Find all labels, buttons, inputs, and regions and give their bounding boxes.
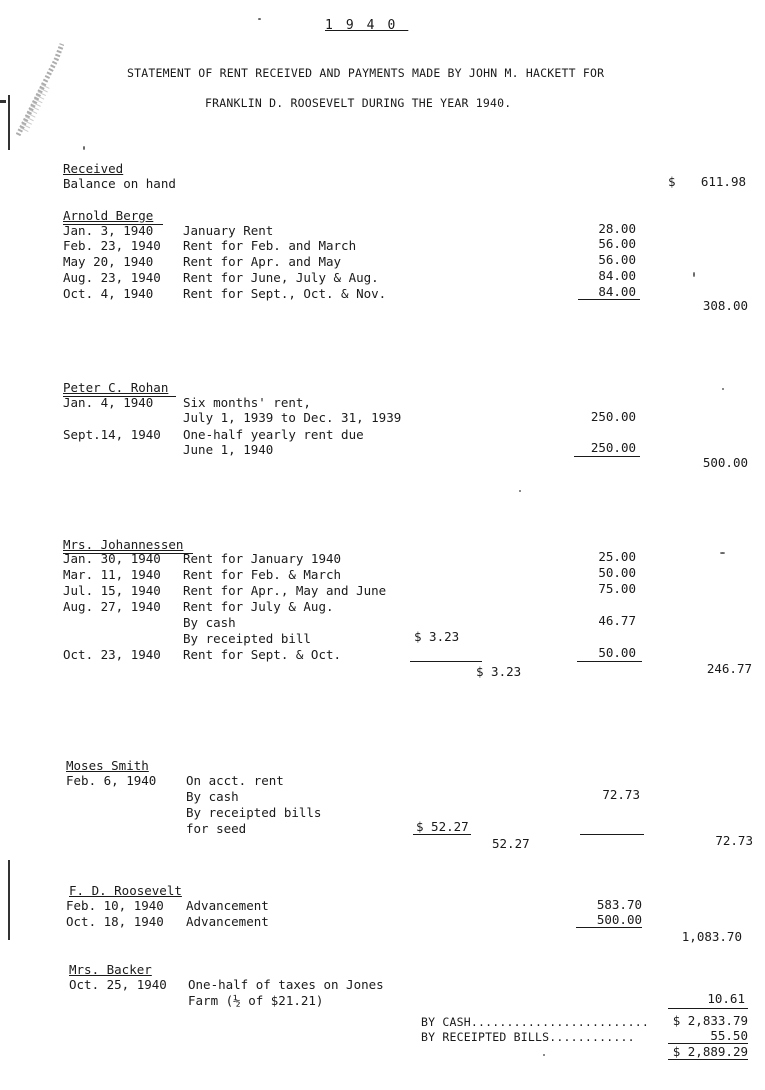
scan-speck	[83, 146, 85, 150]
tenant-total-berge: 308.00	[702, 298, 748, 313]
entry-date: Jan. 4, 1940	[63, 395, 154, 410]
receipted-bill-amount: $ 52.27	[416, 819, 469, 834]
scan-smudge-mark	[16, 40, 64, 140]
entry-date: Feb. 6, 1940	[66, 773, 157, 788]
entry-description: Rent for Sept. & Oct.	[183, 647, 342, 662]
entry-description: By cash	[186, 789, 239, 804]
entry-date: Jul. 15, 1940	[63, 583, 161, 598]
entry-amount: 250.00	[590, 440, 636, 455]
entry-description: Rent for January 1940	[183, 551, 342, 566]
summary-double-rule	[668, 1059, 748, 1060]
scan-speck	[720, 552, 725, 554]
bill-subtotal-rule	[410, 661, 482, 662]
summary-bills-label: BY RECEIPTED BILLS............	[421, 1030, 635, 1044]
entry-amount: 56.00	[598, 252, 636, 267]
entry-description: Rent for Apr. and May	[183, 254, 342, 269]
tenant-total-rohan: 500.00	[702, 455, 748, 470]
tenant-total-smith: 72.73	[715, 833, 753, 848]
document-title-line-1: STATEMENT OF RENT RECEIVED AND PAYMENTS MADE BY JOHN M. HACKETT FOR	[127, 66, 605, 80]
entry-description: January Rent	[183, 223, 274, 238]
entry-description: On acct. rent	[186, 773, 284, 788]
payee-name-roosevelt: F. D. Roosevelt	[69, 883, 182, 898]
entry-amount: 28.00	[598, 221, 636, 236]
entry-description: Rent for Sept., Oct. & Nov.	[183, 286, 387, 301]
entry-date: Jan. 30, 1940	[63, 551, 161, 566]
entry-description: Farm (½ of $21.21)	[188, 993, 324, 1008]
scan-speck	[519, 490, 521, 492]
entry-description: Six months' rent,	[183, 395, 311, 410]
tenant-name-johannessen: Mrs. Johannessen	[63, 537, 184, 552]
summary-rule	[668, 1008, 748, 1009]
entry-amount: 250.00	[590, 409, 636, 424]
left-margin-mark	[8, 860, 10, 940]
received-heading: Received	[63, 161, 124, 176]
entry-date: Aug. 27, 1940	[63, 599, 161, 614]
tenant-name-backer: Mrs. Backer	[69, 962, 152, 977]
tenant-total-backer: 10.61	[707, 991, 745, 1006]
scan-speck	[543, 1054, 545, 1056]
balance-dollar-sign: $	[668, 174, 676, 189]
document-title-line-2: FRANKLIN D. ROOSEVELT DURING THE YEAR 1940.	[205, 96, 512, 110]
subtotal-rule	[580, 834, 644, 835]
subtotal-rule	[576, 927, 642, 928]
subtotal-rule	[574, 456, 640, 457]
tenant-name-smith: Moses Smith	[66, 758, 149, 773]
receipted-bill-amount: $ 3.23	[414, 629, 460, 644]
entry-amount: 84.00	[598, 268, 636, 283]
entry-date: Sept.14, 1940	[63, 427, 161, 442]
tenant-total-johannessen: 246.77	[706, 661, 752, 676]
bill-subtotal-rule	[413, 834, 471, 835]
entry-description: Rent for June, July & Aug.	[183, 270, 379, 285]
scan-speck	[722, 388, 724, 390]
entry-date: Feb. 23, 1940	[63, 238, 161, 253]
entry-description: Rent for July & Aug.	[183, 599, 334, 614]
entry-description: One-half yearly rent due	[183, 427, 364, 442]
scan-speck	[693, 272, 695, 277]
entry-description: By cash	[183, 615, 236, 630]
entry-date: Oct. 25, 1940	[69, 977, 167, 992]
entry-amount: 25.00	[598, 549, 636, 564]
entry-date: Jan. 3, 1940	[63, 223, 154, 238]
entry-description: Advancement	[186, 914, 269, 929]
entry-amount: 56.00	[598, 236, 636, 251]
entry-date: Oct. 4, 1940	[63, 286, 154, 301]
receipted-bill-total: $ 3.23	[476, 664, 522, 679]
entry-description: for seed	[186, 821, 247, 836]
entry-date: May 20, 1940	[63, 254, 154, 269]
entry-date: Oct. 23, 1940	[63, 647, 161, 662]
entry-amount: 46.77	[598, 613, 636, 628]
receipted-bill-total: 52.27	[492, 836, 530, 851]
entry-description: Advancement	[186, 898, 269, 913]
summary-cash-amount: $ 2,833.79	[672, 1013, 748, 1028]
entry-date: Mar. 11, 1940	[63, 567, 161, 582]
left-margin-mark	[8, 95, 10, 150]
entry-amount: 50.00	[598, 565, 636, 580]
entry-date: Aug. 23, 1940	[63, 270, 161, 285]
entry-description: Rent for Apr., May and June	[183, 583, 387, 598]
entry-description: Rent for Feb. & March	[183, 567, 342, 582]
balance-amount: 611.98	[700, 174, 746, 189]
entry-description: June 1, 1940	[183, 442, 274, 457]
entry-date: Oct. 18, 1940	[66, 914, 164, 929]
balance-label: Balance on hand	[63, 176, 176, 191]
entry-amount: 50.00	[598, 645, 636, 660]
tenant-name-rohan: Peter C. Rohan	[63, 380, 169, 395]
left-margin-tick	[0, 100, 6, 103]
entry-description: Rent for Feb. and March	[183, 238, 357, 253]
entry-date: Feb. 10, 1940	[66, 898, 164, 913]
summary-grand-total: $ 2,889.29	[672, 1044, 748, 1059]
payee-total-roosevelt: 1,083.70	[681, 929, 742, 944]
document-year: 1940	[325, 18, 409, 33]
subtotal-rule	[578, 299, 640, 300]
entry-amount: 500.00	[596, 912, 642, 927]
entry-amount: 75.00	[598, 581, 636, 596]
entry-description: July 1, 1939 to Dec. 31, 1939	[183, 410, 402, 425]
subtotal-rule	[577, 661, 642, 662]
tenant-name-berge: Arnold Berge	[63, 208, 154, 223]
summary-bills-amount: 55.50	[710, 1028, 748, 1043]
entry-description: One-half of taxes on Jones	[188, 977, 384, 992]
entry-amount: 72.73	[602, 787, 640, 802]
entry-description: By receipted bill	[183, 631, 311, 646]
entry-description: By receipted bills	[186, 805, 322, 820]
scan-speck	[258, 18, 261, 20]
entry-amount: 84.00	[598, 284, 636, 299]
entry-amount: 583.70	[596, 897, 642, 912]
summary-cash-label: BY CASH.........................	[421, 1015, 649, 1029]
